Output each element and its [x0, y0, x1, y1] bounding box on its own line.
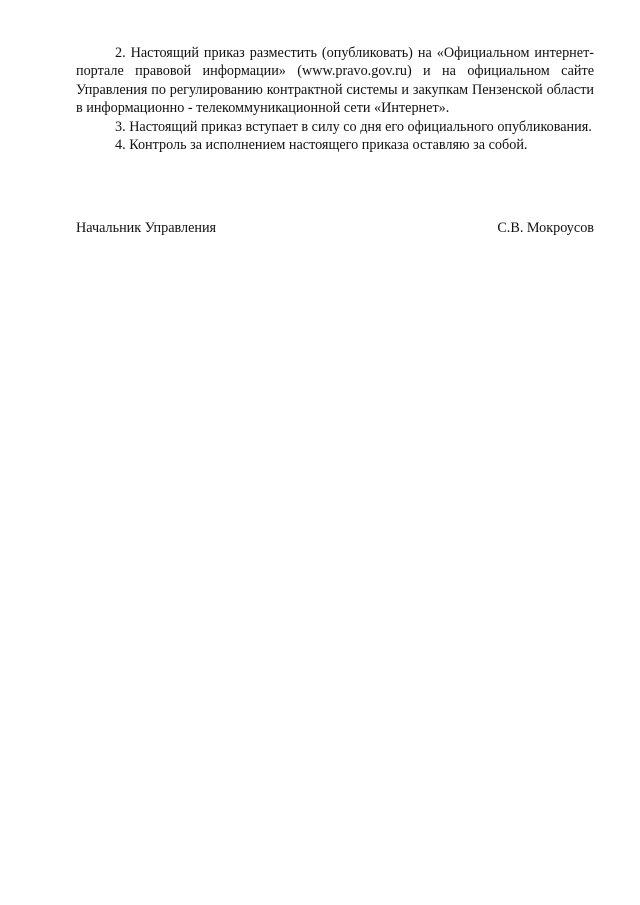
paragraph-publication: 2. Настоящий приказ разместить (опубликовать) на «Официальном интернет-портале правовой информации» (www.pravo.gov.ru) и на официальном сайте Управления по регулированию контрактной системы и закупкам Пензенской области в информационно - телекоммуникационной сети «Интернет». — [76, 45, 594, 117]
signatory-name: С.В. Мокроусов — [497, 220, 594, 236]
document-body — [76, 44, 594, 154]
signatory-position: Начальник Управления — [76, 220, 217, 236]
signature-block — [76, 219, 594, 237]
paragraph-control: 4. Контроль за исполнением настоящего приказа оставляю за собой. — [115, 137, 528, 154]
paragraph-effective-date: 3. Настоящий приказ вступает в силу со дня его официального опубликования. — [115, 118, 592, 135]
